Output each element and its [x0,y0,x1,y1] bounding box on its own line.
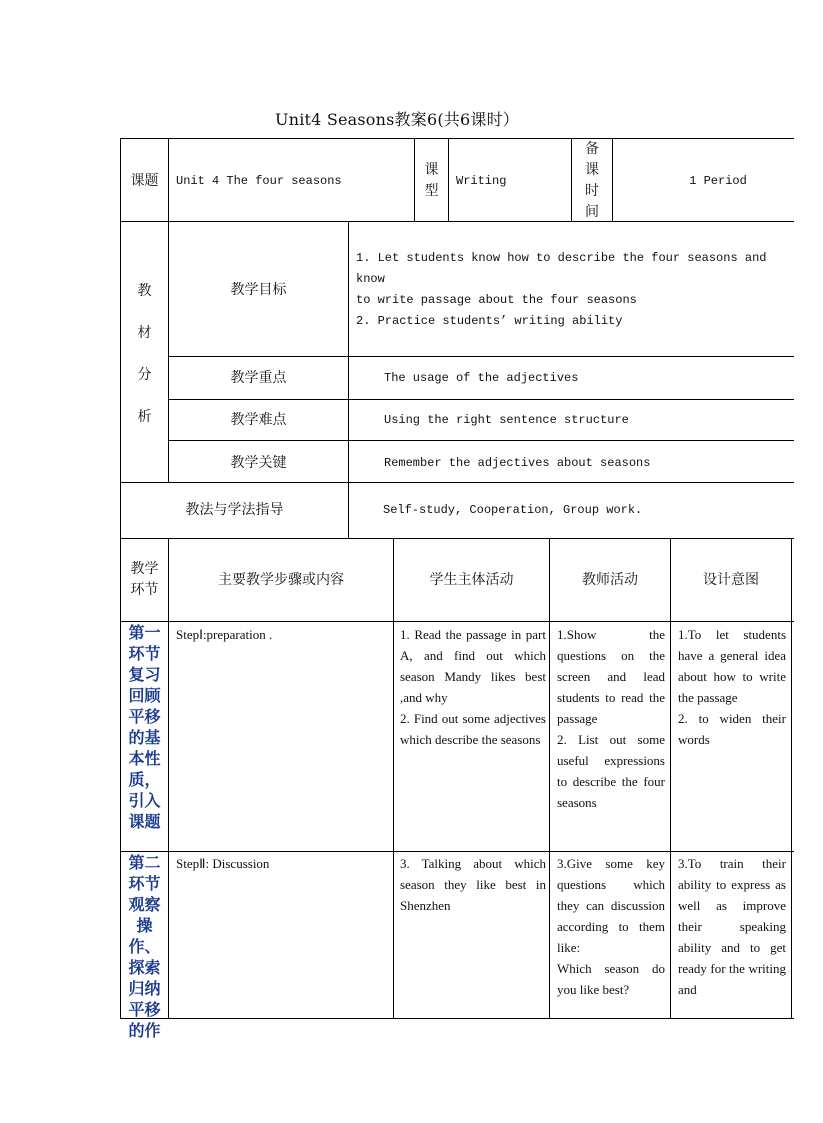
keti-value: Unit 4 The four seasons [176,174,342,188]
table-border [393,538,394,1019]
step-teacher-activity: 1.Show the questions on the screen and lead students to read the passage 2. List out some useful expressions to describe the four seasons [557,627,665,810]
step-content: StepⅡ: Discussion [176,856,270,871]
steps-header-intent: 设计意图 [703,572,759,588]
table-border [168,138,169,483]
step-student-activity: 1. Read the passage in part A, and find out which season Mandy likes best ,and why 2. Find out some adjectives which describe the seasons [400,627,546,747]
beike-label: 备 课 时 间 [585,141,599,220]
table-border [120,482,794,483]
keti-label: 课题 [130,173,159,189]
table-border [168,356,794,357]
step-phase: 第一 环节 复习 回顾 平移 的基 本性 质， 引入 课题 [128,623,161,831]
steps-header-phase: 教学 环节 [130,561,159,598]
steps-header-teacher: 教师活动 [582,572,638,588]
analysis-value-goal: 1. Let students know how to describe the four seasons and know to write passage about the four seasons 2. Practice students’ writing ability [356,251,767,328]
table-border [549,538,550,1019]
table-border [120,851,794,852]
analysis-label-focus: 教学关键 [230,455,287,471]
analysis-side-label: 教 材 分 析 [137,283,152,425]
table-border [168,399,794,400]
analysis-label-key: 教学重点 [230,370,287,386]
steps-header-content: 主要教学步骤或内容 [218,572,344,588]
method-value: Self-study, Cooperation, Group work. [383,503,643,517]
analysis-label-goal: 教学目标 [230,282,287,298]
table-border [120,538,794,539]
method-label: 教法与学法指导 [185,502,284,518]
table-border [670,538,671,1019]
step-design-intent: 3.To train their ability to express as well as improve their speaking ability and to get ready for the writing and [678,856,786,997]
steps-header-student: 学生主体活动 [429,572,514,588]
table-border [168,538,169,1019]
analysis-value-focus: Remember the adjectives about seasons [384,456,651,470]
table-border [120,1018,794,1019]
table-border [348,221,349,539]
analysis-value-key: The usage of the adjectives [384,371,579,385]
kexing-value: Writing [456,174,507,188]
table-border [168,440,794,441]
table-border [120,221,794,222]
step-student-activity: 3. Talking about which season they like best in Shenzhen [400,856,546,913]
document-title: Unit4 Seasons教案6(共6课时） [275,110,519,129]
beike-value: 1 Period [689,174,747,188]
analysis-label-difficulty: 教学难点 [230,412,287,428]
step-content: StepⅠ:preparation . [176,627,273,642]
table-border [448,138,449,222]
step-phase: 第二 环节 观察 操作、 探索 归纳 平移 的作 [128,853,161,1040]
table-border [791,538,792,1019]
table-border [120,621,794,622]
table-border [120,138,794,139]
kexing-label: 课 型 [424,162,439,199]
step-teacher-activity: 3.Give some key questions which they can discussion according to them like: Which season do you like best? [557,856,665,997]
analysis-value-difficulty: Using the right sentence structure [384,413,629,427]
step-design-intent: 1.To let students have a general idea about how to write the passage 2. to widen their words [678,627,786,747]
